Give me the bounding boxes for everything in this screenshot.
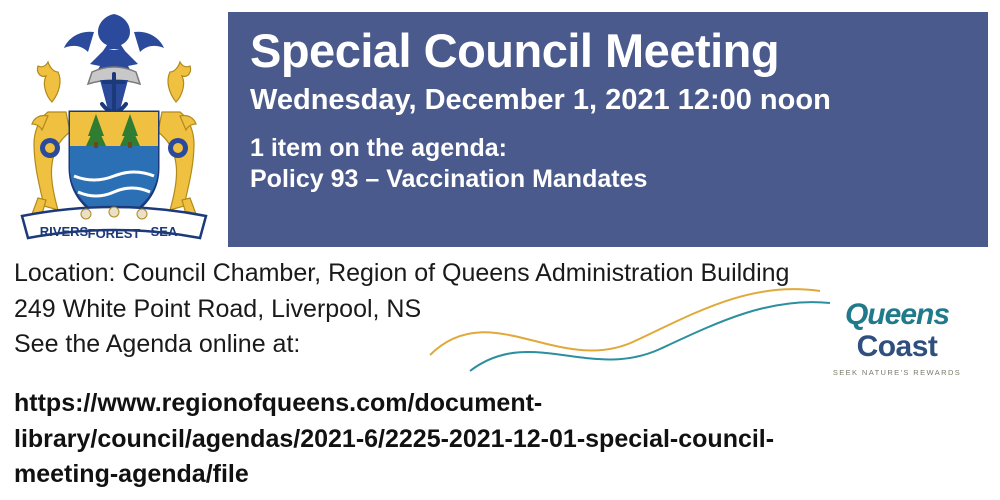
location-line: Location: Council Chamber, Region of Queens Administration Building [14,259,790,287]
logo-word-coast: Coast [856,330,938,363]
agenda-url-line-1[interactable]: https://www.regionofqueens.com/document- [14,389,543,417]
agenda-item: Policy 93 – Vaccination Mandates [250,165,648,194]
agenda-url-line-2[interactable]: library/council/agendas/2021-6/2225-2021-12-01-special-council- [14,424,775,453]
agenda-url-line-3[interactable]: meeting-agenda/file [14,460,249,488]
coat-of-arms-icon [8,8,220,248]
svg-text:FOREST: FOREST [87,226,141,241]
page-title: Special Council Meeting [250,24,780,77]
agenda-url[interactable] [14,386,974,493]
address-line: 249 White Point Road, Liverpool, NS [14,294,422,323]
meeting-datetime: Wednesday, December 1, 2021 12:00 noon [250,84,831,117]
svg-text:SEA: SEA [150,224,178,239]
agenda-prompt: See the Agenda online at: [14,330,301,358]
logo-tagline: SEEK NATURE'S REWARDS [832,368,962,377]
details-block [14,256,974,363]
agenda-count: 1 item on the agenda: [250,134,507,163]
header-banner [228,12,988,247]
logo-word-queens: Queens [844,298,950,331]
svg-text:RIVERS: RIVERS [39,224,89,239]
